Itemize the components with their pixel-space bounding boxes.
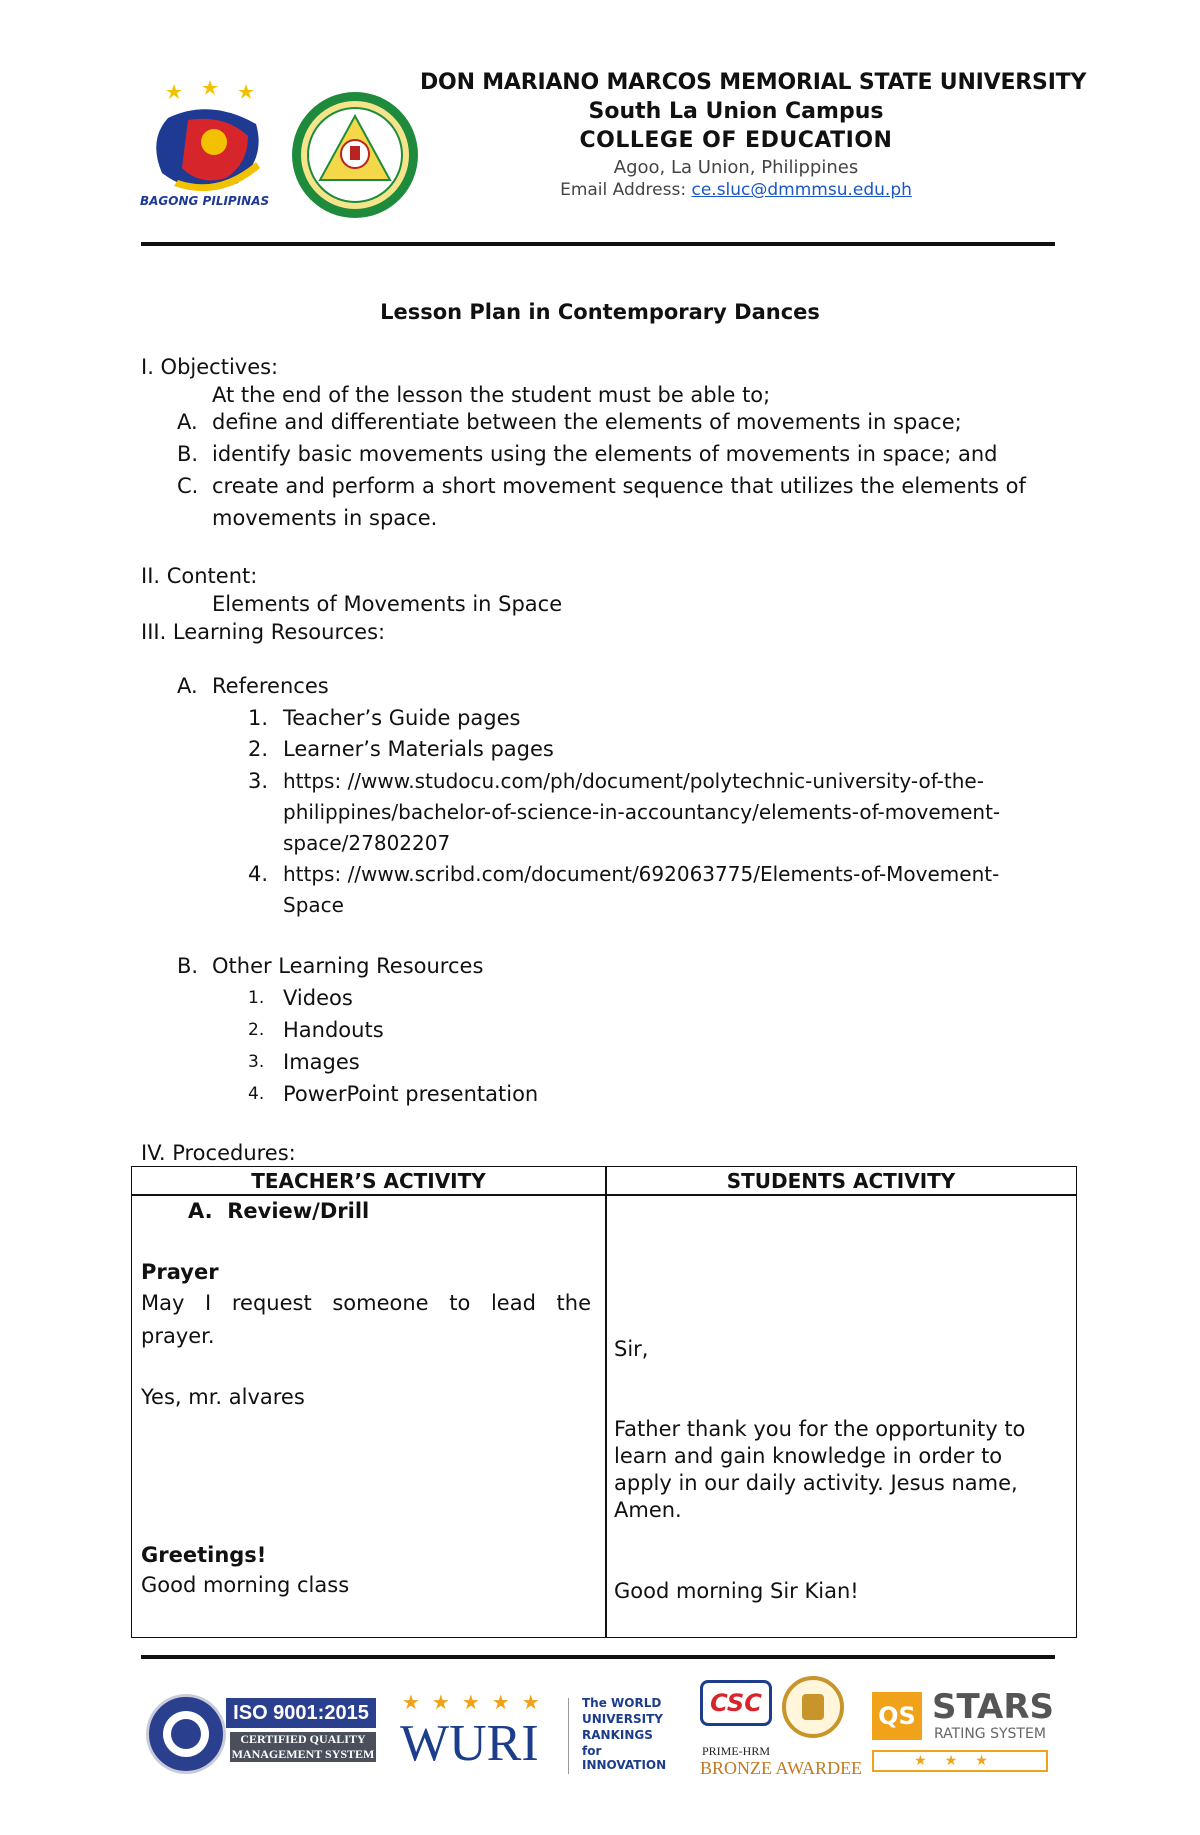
rating-system-text: RATING SYSTEM: [934, 1726, 1046, 1742]
objective-marker: C.: [177, 474, 199, 498]
student-prayer-line: learn and gain knowledge in order to: [614, 1444, 1003, 1468]
lesson-title: Lesson Plan in Contemporary Dances: [380, 300, 820, 324]
wuri-text-line: RANKINGS: [582, 1728, 653, 1742]
reference-link[interactable]: philippines/bachelor-of-science-in-accountancy/elements-of-movement-: [283, 800, 1001, 824]
stars-wordmark: STARS: [932, 1687, 1055, 1727]
procedures-heading: IV. Procedures:: [141, 1141, 296, 1165]
prayer-label: Prayer: [141, 1260, 219, 1284]
other-resource-number: 1.: [248, 988, 265, 1008]
objective-marker: B.: [177, 442, 199, 466]
reference-number: 2.: [248, 737, 269, 761]
student-prayer-line: Amen.: [614, 1498, 682, 1522]
campus-name: South La Union Campus: [588, 99, 884, 124]
reference-number: 3.: [248, 769, 269, 793]
reference-item: Learner’s Materials pages: [283, 737, 554, 761]
reference-link[interactable]: https: //www.scribd.com/document/692063775/Elements-of-Movement-: [283, 862, 1000, 886]
content-text: Elements of Movements in Space: [212, 592, 563, 616]
student-prayer-line: Father thank you for the opportunity to: [614, 1417, 1026, 1441]
references-marker: A.: [177, 674, 198, 698]
table-header-divider: [132, 1194, 1076, 1196]
bagong-pilipinas-logo: [138, 78, 283, 213]
objective-marker: A.: [177, 410, 198, 434]
header-text-block: [420, 70, 1087, 200]
qs-stars-badge: [872, 1688, 1062, 1782]
email-line: [420, 180, 1052, 200]
wuri-text-line: for INNOVATION: [582, 1744, 667, 1772]
greetings-label: Greetings!: [141, 1543, 267, 1567]
other-resource-number: 4.: [248, 1084, 265, 1104]
other-resource-item: Images: [283, 1050, 360, 1074]
prayer-request-line-2: prayer.: [141, 1324, 215, 1348]
other-resource-item: PowerPoint presentation: [283, 1082, 539, 1106]
reference-link[interactable]: Space: [283, 893, 344, 917]
other-resource-number: 3.: [248, 1052, 265, 1072]
footer-rule: [141, 1655, 1055, 1659]
header-rule: [141, 242, 1055, 246]
teacher-greeting: Good morning class: [141, 1573, 350, 1597]
wuri-wordmark: WURI: [400, 1715, 539, 1772]
college-name: COLLEGE OF EDUCATION: [579, 128, 893, 153]
objectives-heading: I. Objectives:: [141, 355, 279, 379]
review-drill-heading: A. Review/Drill: [188, 1199, 370, 1223]
reference-number: 4.: [248, 862, 269, 886]
table-column-divider: [605, 1167, 607, 1637]
bronze-laurel-icon: [782, 1676, 844, 1738]
students-activity-header: STUDENTS ACTIVITY: [726, 1169, 956, 1193]
university-name: DON MARIANO MARCOS MEMORIAL STATE UNIVERSITY: [420, 70, 1087, 95]
wuri-badge: [398, 1690, 688, 1780]
iso-logo-icon: [146, 1694, 226, 1774]
university-seal: [288, 88, 422, 222]
wuri-stars-icon: ★★★★★: [402, 1690, 552, 1714]
other-resources-marker: B.: [177, 954, 199, 978]
reference-link[interactable]: https: //www.studocu.com/ph/document/polytechnic-university-of-the-: [283, 769, 984, 793]
other-resource-item: Handouts: [283, 1018, 384, 1042]
email-label: Email Address:: [560, 180, 692, 200]
objective-item-cont: movements in space.: [212, 506, 438, 530]
student-greeting: Good morning Sir Kian!: [614, 1579, 859, 1603]
wuri-text-line: UNIVERSITY: [582, 1712, 663, 1726]
student-prayer-line: apply in our daily activity. Jesus name,: [614, 1471, 1018, 1495]
reference-link[interactable]: space/27802207: [283, 831, 451, 855]
teacher-yes-line: Yes, mr. alvares: [141, 1385, 305, 1409]
qs-rating-stars-icon: ★★★: [872, 1750, 1048, 1772]
student-sir-line: Sir,: [614, 1337, 649, 1361]
email-link[interactable]: ce.sluc@dmmmsu.edu.ph: [691, 180, 912, 200]
bronze-awardee-text: BRONZE AWARDEE: [700, 1758, 863, 1778]
teacher-activity-header: TEACHER’S ACTIVITY: [251, 1169, 486, 1193]
qs-logo: QS: [872, 1692, 922, 1740]
bagong-pilipinas-text: BAGONG PILIPINAS: [140, 194, 270, 208]
iso-subtitle-1: CERTIFIED QUALITY: [230, 1732, 376, 1747]
reference-number: 1.: [248, 706, 269, 730]
other-resource-number: 2.: [248, 1020, 265, 1040]
objective-item: define and differentiate between the elements of movements in space;: [212, 410, 962, 434]
wuri-text-line: The WORLD: [582, 1696, 662, 1710]
csc-prime-hrm-badge: [698, 1676, 863, 1784]
other-resource-item: Videos: [283, 986, 353, 1010]
other-resources-label: Other Learning Resources: [212, 954, 484, 978]
objective-item: create and perform a short movement sequence that utilizes the elements of: [212, 474, 1026, 498]
references-label: References: [212, 674, 329, 698]
iso-subtitle-2: MANAGEMENT SYSTEM: [231, 1747, 375, 1761]
content-heading: II. Content:: [141, 564, 258, 588]
prayer-request-line: May I request someone to lead the: [141, 1291, 591, 1315]
iso-badge: [146, 1690, 378, 1776]
prime-hrm-text: PRIME-HRM: [702, 1744, 771, 1758]
procedures-table: [131, 1166, 1077, 1638]
objective-item: identify basic movements using the elements of movements in space; and: [212, 442, 998, 466]
iso-title: ISO 9001:2015: [226, 1698, 376, 1728]
resources-heading: III. Learning Resources:: [141, 620, 386, 644]
csc-logo: CSC: [700, 1680, 772, 1726]
address: Agoo, La Union, Philippines: [613, 157, 859, 178]
reference-item: Teacher’s Guide pages: [283, 706, 521, 730]
objectives-intro: At the end of the lesson the student must be able to;: [212, 383, 771, 407]
